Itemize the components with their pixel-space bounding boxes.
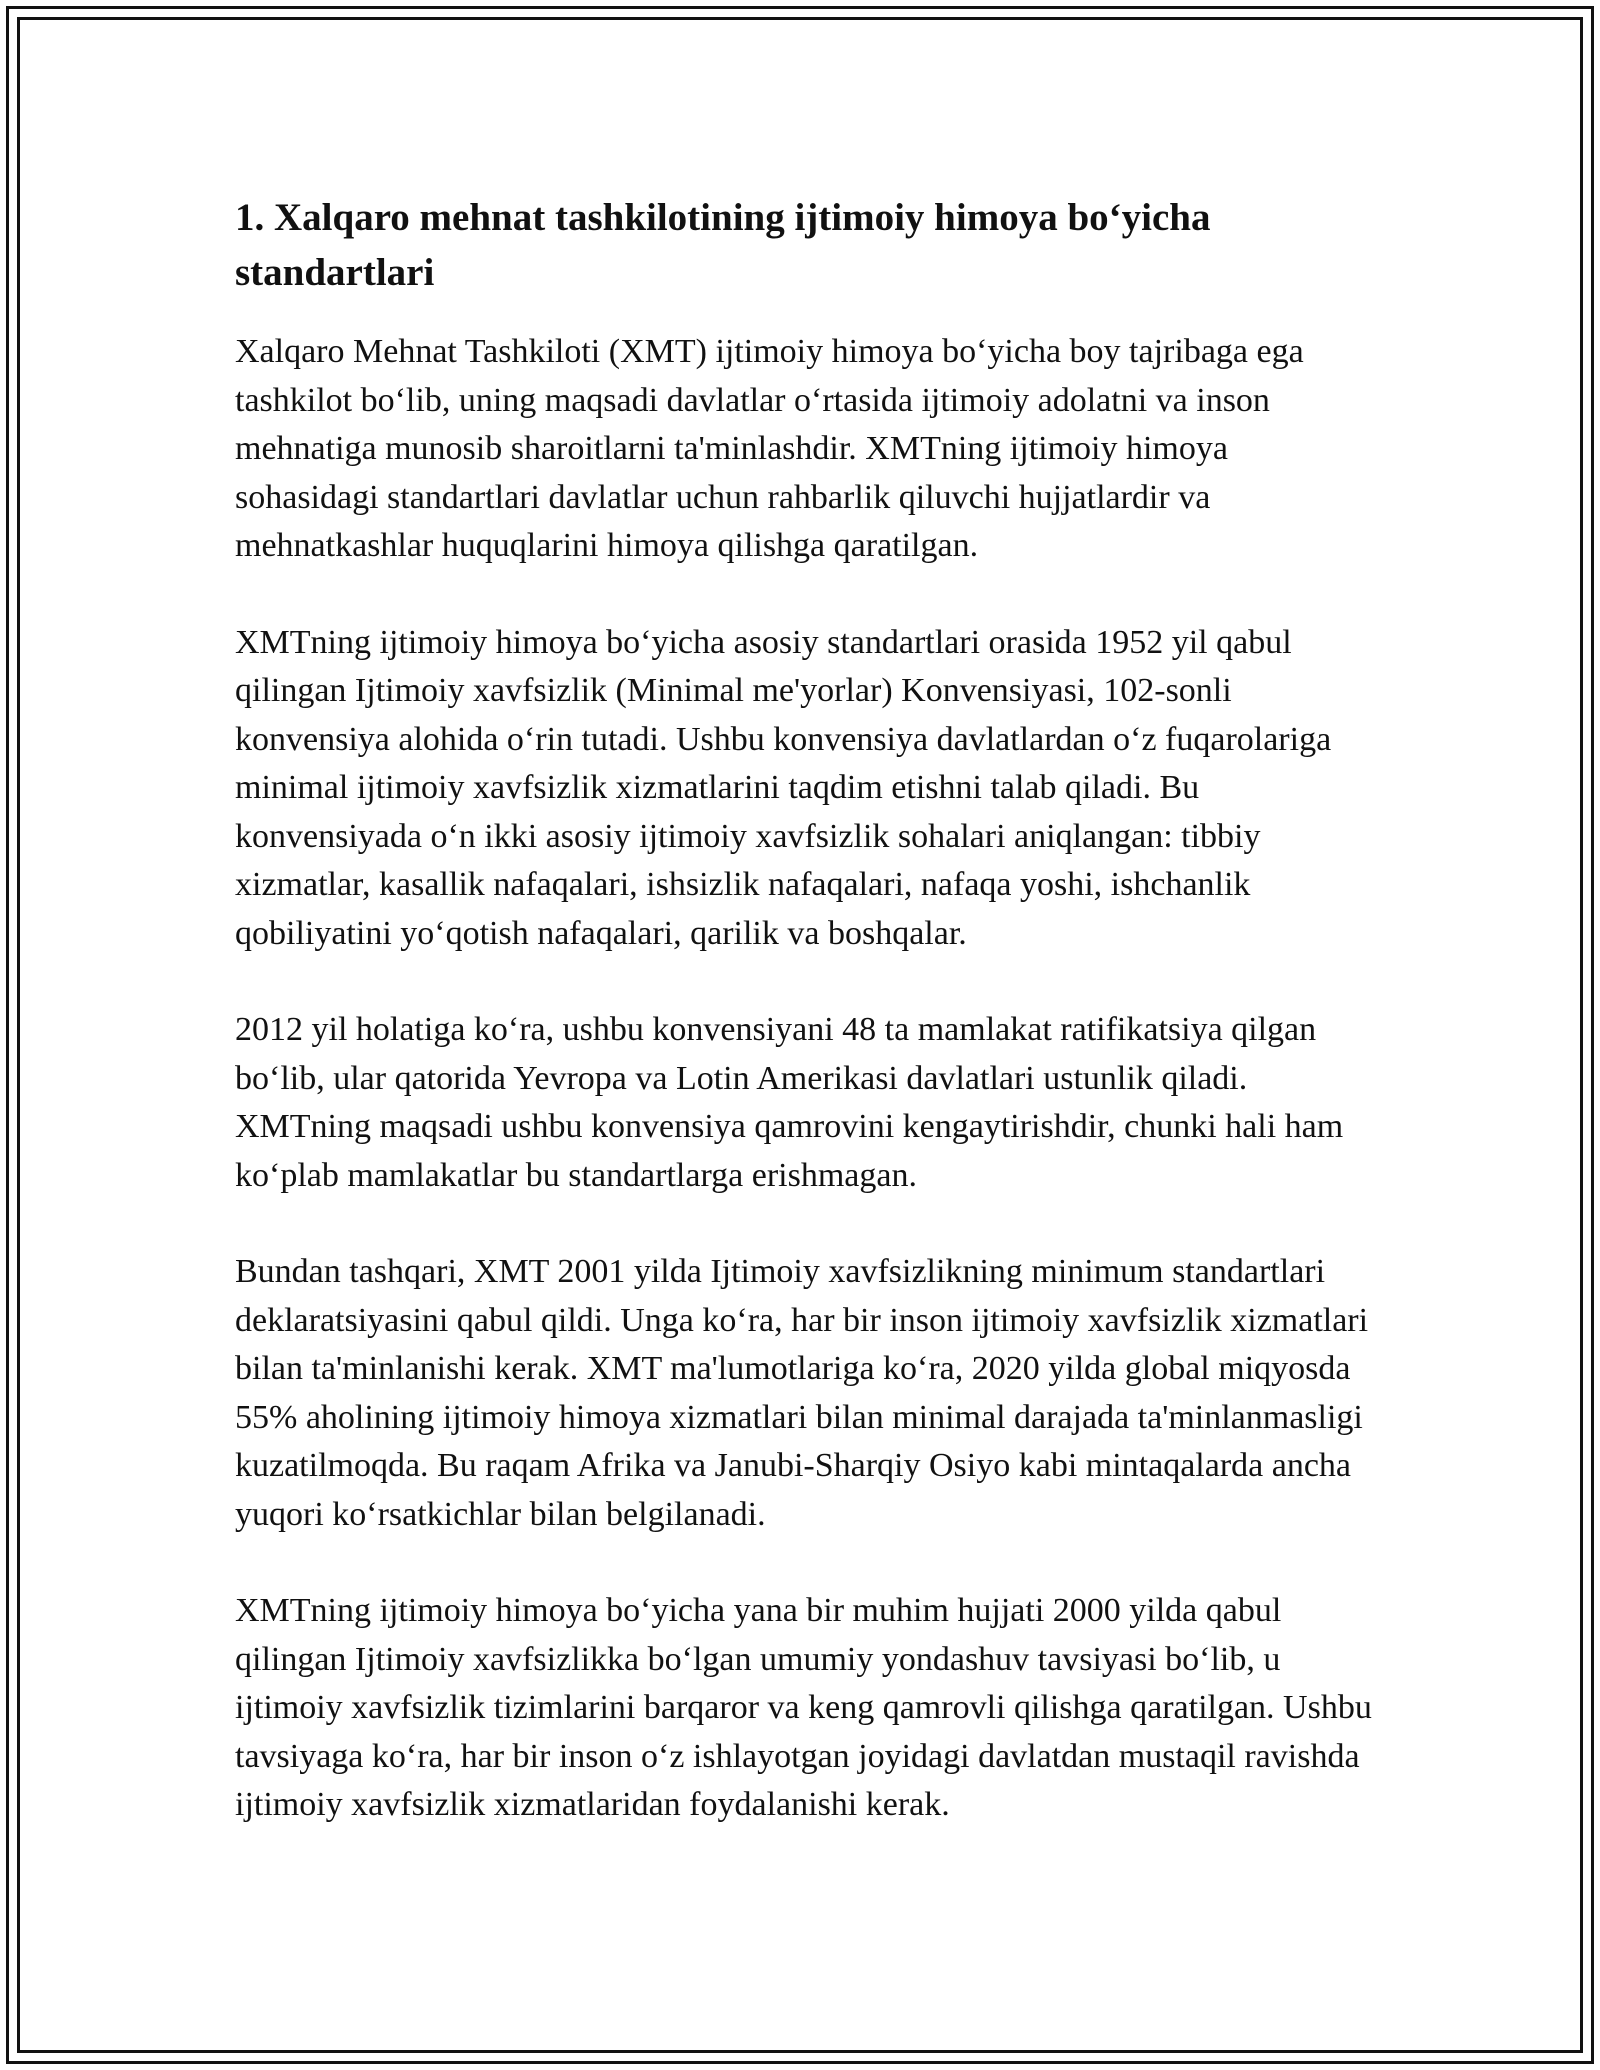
document-body <box>235 190 1375 1878</box>
paragraph-convention-102: XMTning ijtimoiy himoya bo‘yicha asosiy standartlari orasida 1952 yil qabul qilingan Ijtimoiy xavfsizlik (Minimal me'yorlar) Konvensiyasi, 102-sonli konvensiya alohida o‘rin tutadi. Ushbu konvensiya davlatlardan o‘z fuqarolariga minimal ijtimoiy xavfsizlik xizmatlarini taqdim etishni talab qiladi. Bu konvensiyada o‘n ikki asosiy ijtimoiy xavfsizlik sohalari aniqlangan: tibbiy xizmatlar, kasallik nafaqalari, ishsizlik nafaqalari, nafaqa yoshi, ishchanlik qobiliyatini yo‘qotish nafaqalari, qarilik va boshqalar. <box>235 623 1332 952</box>
paragraph-declaration-2001: Bundan tashqari, XMT 2001 yilda Ijtimoiy xavfsizlikning minimum standartlari deklaratsiyasini qabul qildi. Unga ko‘ra, har bir inson ijtimoiy xavfsizlik xizmatlari bilan ta'minlanishi kerak. XMT ma'lumotlariga ko‘ra, 2020 yilda global miqyosda 55% aholining ijtimoiy himoya xizmatlari bilan minimal darajada ta'minlanmasligi kuzatilmoqda. Bu raqam Afrika va Janubi-Sharqiy Osiyo kabi mintaqalarda ancha yuqori ko‘rsatkichlar bilan belgilanadi. <box>235 1253 1369 1533</box>
paragraph-intro: Xalqaro Mehnat Tashkiloti (XMT) ijtimoiy himoya bo‘yicha boy tajribaga ega tashkilot bo‘lib, uning maqsadi davlatlar o‘rtasida ijtimoiy adolatni va inson mehnatiga munosib sharoitlarni ta'minlashdir. XMTning ijtimoiy himoya sohasidagi standartlari davlatlar uchun rahbarlik qiluvchi hujjatlardir va mehnatkashlar huquqlarini himoya qilishga qaratilgan. <box>235 333 1304 564</box>
section-heading: 1. Xalqaro mehnat tashkilotining ijtimoiy himoya bo‘yicha standartlari <box>235 196 1211 294</box>
paragraph-recommendation-2000: XMTning ijtimoiy himoya bo‘yicha yana bir muhim hujjati 2000 yilda qabul qilingan Ijtimoiy xavfsizlikka bo‘lgan umumiy yondashuv tavsiyasi bo‘lib, u ijtimoiy xavfsizlik tizimlarini barqaror va keng qamrovli qilishga qaratilgan. Ushbu tavsiyaga ko‘ra, har bir inson o‘z ishlayotgan joyidagi davlatdan mustaqil ravishda ijtimoiy xavfsizlik xizmatlaridan foydalanishi kerak. <box>235 1592 1372 1823</box>
paragraph-ratification: 2012 yil holatiga ko‘ra, ushbu konvensiyani 48 ta mamlakat ratifikatsiya qilgan bo‘lib, ular qatorida Yevropa va Lotin Amerikasi davlatlari ustunlik qiladi. XMTning maqsadi ushbu konvensiya qamrovini kengaytirishdir, chunki hali ham ko‘plab mamlakatlar bu standartlarga erishmagan. <box>235 1011 1344 1194</box>
